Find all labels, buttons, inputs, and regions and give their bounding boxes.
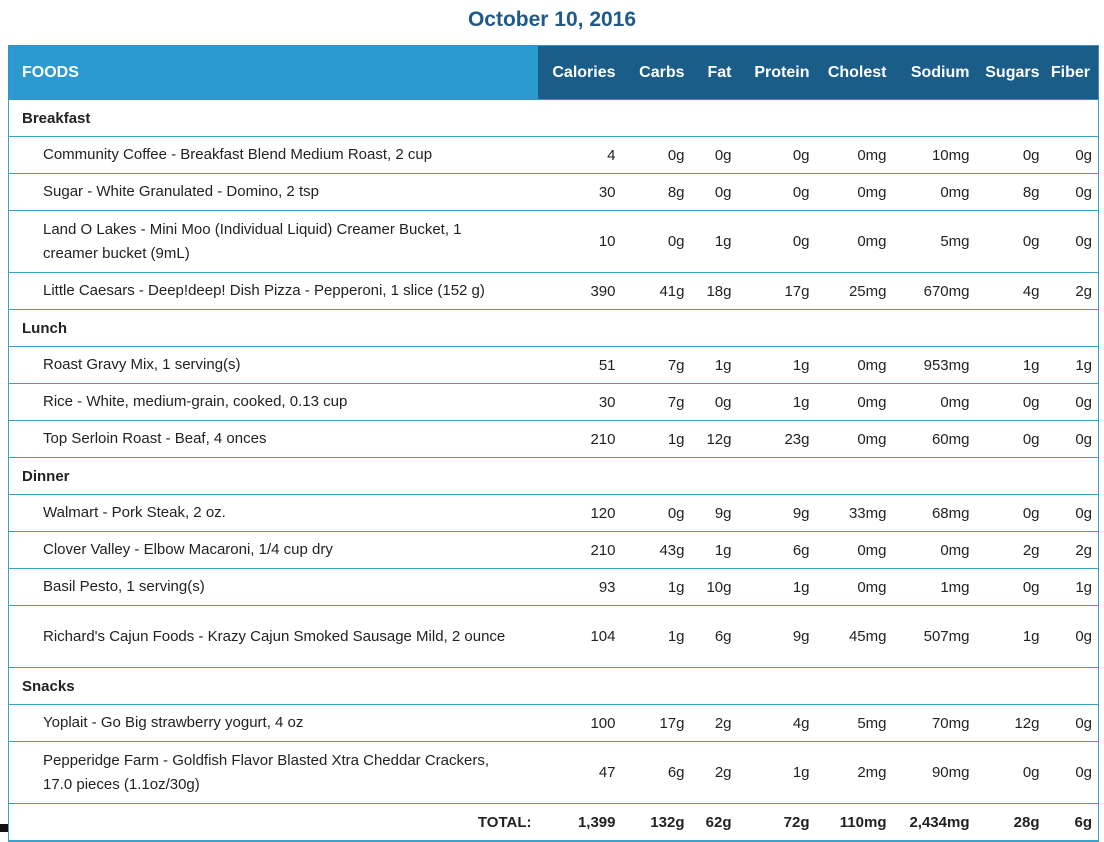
cell-calories: 100 [538,705,624,742]
total-calories: 1,399 [538,804,624,842]
cell-protein: 9g [740,495,818,532]
food-name: Community Coffee - Breakfast Blend Medium Roast, 2 cup [9,137,538,174]
cell-fiber: 0g [1048,742,1099,804]
food-row [9,606,1099,668]
cell-sodium: 70mg [895,705,978,742]
food-name: Yoplait - Go Big strawberry yogurt, 4 oz [9,705,538,742]
cell-sugars: 2g [978,532,1048,569]
cell-cholest: 33mg [818,495,895,532]
cell-fat: 1g [693,211,740,273]
cell-carbs: 1g [624,569,693,606]
cell-cholest: 5mg [818,705,895,742]
cell-calories: 390 [538,273,624,310]
food-row [9,569,1099,606]
cell-cholest: 0mg [818,532,895,569]
cell-protein: 0g [740,137,818,174]
cell-carbs: 8g [624,174,693,211]
cell-fiber: 0g [1048,606,1099,668]
cell-carbs: 0g [624,495,693,532]
cell-carbs: 0g [624,137,693,174]
cell-protein: 1g [740,569,818,606]
food-name: Roast Gravy Mix, 1 serving(s) [9,347,538,384]
cell-sodium: 90mg [895,742,978,804]
total-carbs: 132g [624,804,693,842]
food-name: Walmart - Pork Steak, 2 oz. [9,495,538,532]
food-name: Top Serloin Roast - Beaf, 4 onces [9,421,538,458]
cell-fat: 1g [693,347,740,384]
cell-sodium: 68mg [895,495,978,532]
cell-protein: 1g [740,742,818,804]
cell-sugars: 0g [978,569,1048,606]
cell-fiber: 0g [1048,421,1099,458]
cell-carbs: 0g [624,211,693,273]
column-header-sodium: Sodium [895,46,978,100]
cell-fat: 2g [693,705,740,742]
cell-protein: 17g [740,273,818,310]
cell-calories: 10 [538,211,624,273]
cell-fiber: 0g [1048,137,1099,174]
total-fat: 62g [693,804,740,842]
cell-sugars: 0g [978,495,1048,532]
cell-fiber: 0g [1048,174,1099,211]
cell-sodium: 1mg [895,569,978,606]
food-row [9,495,1099,532]
cell-cholest: 0mg [818,211,895,273]
cell-sodium: 10mg [895,137,978,174]
column-header-protein: Protein [740,46,818,100]
cell-protein: 1g [740,347,818,384]
meal-label: Snacks [9,668,1099,705]
cell-protein: 6g [740,532,818,569]
cell-cholest: 0mg [818,137,895,174]
cell-cholest: 0mg [818,384,895,421]
cell-fiber: 2g [1048,273,1099,310]
header-row [9,46,1099,100]
meal-label: Dinner [9,458,1099,495]
column-header-fat: Fat [693,46,740,100]
cell-fat: 9g [693,495,740,532]
food-row [9,705,1099,742]
cell-calories: 210 [538,421,624,458]
cell-fiber: 1g [1048,347,1099,384]
food-name: Pepperidge Farm - Goldfish Flavor Blasted Xtra Cheddar Crackers, 17.0 pieces (1.1oz/30g) [9,742,538,804]
cell-sodium: 0mg [895,174,978,211]
food-row [9,211,1099,273]
cell-fat: 18g [693,273,740,310]
cell-calories: 4 [538,137,624,174]
cell-fat: 0g [693,384,740,421]
cell-cholest: 0mg [818,421,895,458]
cell-sodium: 0mg [895,384,978,421]
cell-fiber: 0g [1048,705,1099,742]
cell-sugars: 1g [978,347,1048,384]
column-header-fiber: Fiber [1048,46,1099,100]
food-row [9,347,1099,384]
cell-calories: 93 [538,569,624,606]
cell-cholest: 0mg [818,174,895,211]
food-row [9,273,1099,310]
meal-row-breakfast [9,100,1099,137]
cell-carbs: 17g [624,705,693,742]
food-row [9,421,1099,458]
cell-fat: 12g [693,421,740,458]
cell-fiber: 0g [1048,211,1099,273]
cell-calories: 120 [538,495,624,532]
cell-sugars: 1g [978,606,1048,668]
cell-fat: 0g [693,174,740,211]
cell-cholest: 45mg [818,606,895,668]
food-name: Land O Lakes - Mini Moo (Individual Liquid) Creamer Bucket, 1 creamer bucket (9mL) [9,211,538,273]
column-header-cholest: Cholest [818,46,895,100]
cell-fat: 0g [693,137,740,174]
cell-sugars: 0g [978,211,1048,273]
cell-carbs: 1g [624,421,693,458]
cell-fiber: 0g [1048,495,1099,532]
total-label: TOTAL: [9,804,538,842]
meal-label: Lunch [9,310,1099,347]
food-name: Clover Valley - Elbow Macaroni, 1/4 cup dry [9,532,538,569]
cell-calories: 30 [538,174,624,211]
cell-carbs: 43g [624,532,693,569]
column-header-carbs: Carbs [624,46,693,100]
cell-calories: 30 [538,384,624,421]
cell-sugars: 4g [978,273,1048,310]
cell-sodium: 60mg [895,421,978,458]
food-row [9,384,1099,421]
cell-sugars: 0g [978,742,1048,804]
cell-sugars: 8g [978,174,1048,211]
cell-fat: 2g [693,742,740,804]
cell-sugars: 0g [978,384,1048,421]
food-row [9,742,1099,804]
meal-row-dinner [9,458,1099,495]
food-name: Basil Pesto, 1 serving(s) [9,569,538,606]
cell-sugars: 0g [978,421,1048,458]
food-diary-table [8,45,1099,842]
food-name: Richard's Cajun Foods - Krazy Cajun Smoked Sausage Mild, 2 ounce [9,606,538,668]
meal-row-lunch [9,310,1099,347]
cell-calories: 51 [538,347,624,384]
cell-protein: 9g [740,606,818,668]
table-body [9,100,1099,842]
cell-calories: 47 [538,742,624,804]
cell-fat: 10g [693,569,740,606]
total-protein: 72g [740,804,818,842]
cell-protein: 23g [740,421,818,458]
food-name: Sugar - White Granulated - Domino, 2 tsp [9,174,538,211]
cell-sodium: 0mg [895,532,978,569]
column-header-sugars: Sugars [978,46,1048,100]
cell-calories: 210 [538,532,624,569]
cell-carbs: 7g [624,384,693,421]
cell-sodium: 507mg [895,606,978,668]
column-header-foods: FOODS [9,46,538,100]
cell-fat: 6g [693,606,740,668]
cell-protein: 1g [740,384,818,421]
cell-sodium: 953mg [895,347,978,384]
meal-row-snacks [9,668,1099,705]
column-header-calories: Calories [538,46,624,100]
cell-cholest: 0mg [818,347,895,384]
page-title: October 10, 2016 [467,8,637,31]
cell-cholest: 2mg [818,742,895,804]
food-row [9,137,1099,174]
corner-mark [0,824,8,832]
cell-cholest: 25mg [818,273,895,310]
food-name: Little Caesars - Deep!deep! Dish Pizza - Pepperoni, 1 slice (152 g) [9,273,538,310]
cell-sodium: 5mg [895,211,978,273]
cell-carbs: 41g [624,273,693,310]
cell-carbs: 7g [624,347,693,384]
cell-protein: 0g [740,174,818,211]
cell-cholest: 0mg [818,569,895,606]
cell-carbs: 6g [624,742,693,804]
cell-sugars: 0g [978,137,1048,174]
cell-sugars: 12g [978,705,1048,742]
meal-label: Breakfast [9,100,1099,137]
total-row [9,804,1099,842]
food-row [9,174,1099,211]
cell-fiber: 2g [1048,532,1099,569]
cell-calories: 104 [538,606,624,668]
total-sugars: 28g [978,804,1048,842]
cell-protein: 0g [740,211,818,273]
total-cholest: 110mg [818,804,895,842]
food-row [9,532,1099,569]
cell-fiber: 0g [1048,384,1099,421]
total-fiber: 6g [1048,804,1099,842]
cell-protein: 4g [740,705,818,742]
cell-fat: 1g [693,532,740,569]
cell-carbs: 1g [624,606,693,668]
total-sodium: 2,434mg [895,804,978,842]
food-name: Rice - White, medium-grain, cooked, 0.13 cup [9,384,538,421]
cell-fiber: 1g [1048,569,1099,606]
cell-sodium: 670mg [895,273,978,310]
